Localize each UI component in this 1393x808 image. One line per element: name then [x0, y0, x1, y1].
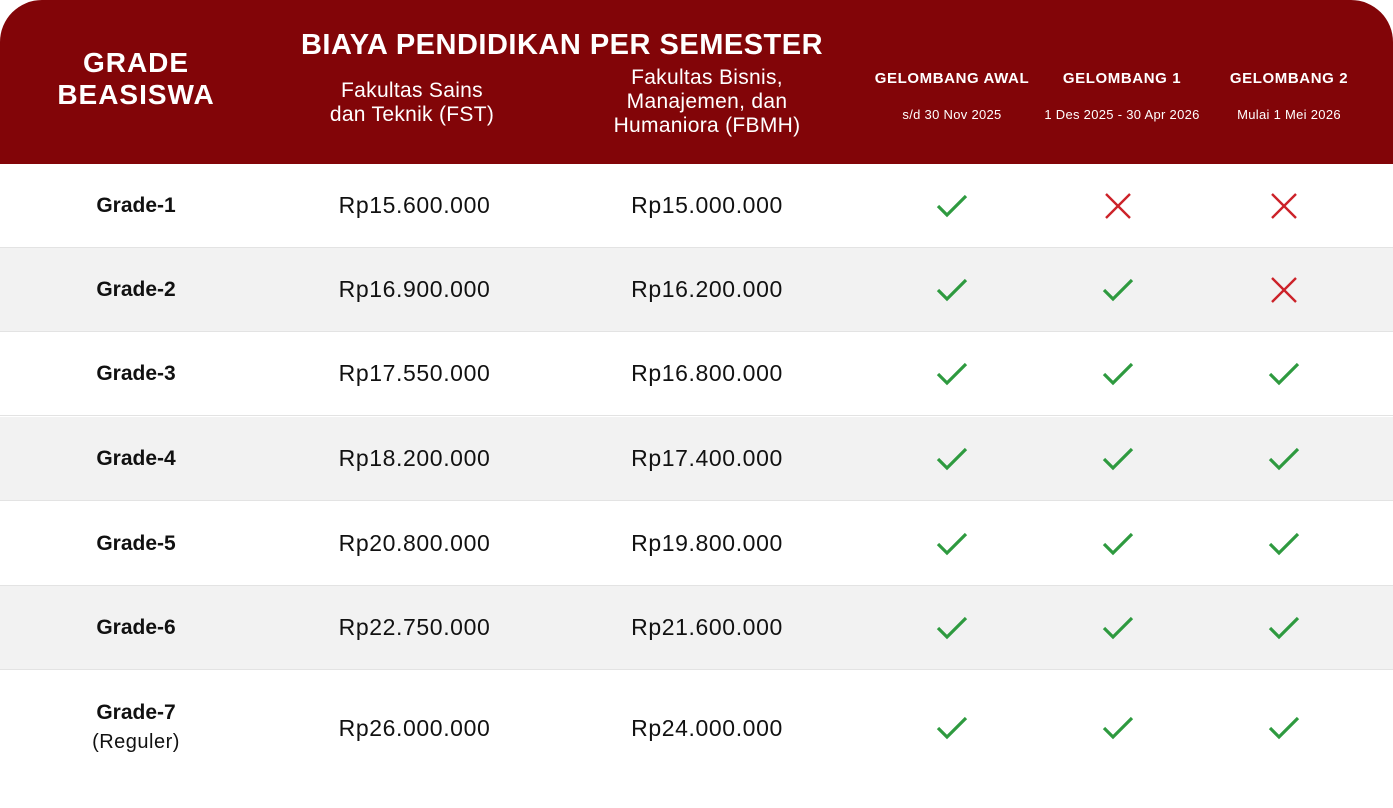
- fbmh-price-cell: [557, 586, 857, 669]
- cross-icon: [1270, 276, 1298, 304]
- fst-price-cell: [262, 248, 567, 331]
- grade-cell: [40, 248, 232, 331]
- check-icon: [936, 361, 968, 387]
- fst-price-cell: [262, 670, 567, 786]
- wave-1-status-cell: [1058, 502, 1178, 585]
- grade-label: Grade-5: [96, 531, 176, 555]
- cross-icon: [1104, 192, 1132, 220]
- fst-price-cell: [262, 332, 567, 415]
- table-row: [0, 248, 1393, 332]
- wave-1-status-cell: [1058, 670, 1178, 786]
- check-icon: [1102, 715, 1134, 741]
- wave-1-date: 1 Des 2025 - 30 Apr 2026: [1044, 107, 1200, 122]
- fbmh-price: Rp15.000.000: [631, 192, 783, 218]
- wave-2-status-cell: [1224, 417, 1344, 500]
- fbmh-price-cell: [557, 332, 857, 415]
- check-icon: [936, 277, 968, 303]
- check-icon: [936, 446, 968, 472]
- table-header: [0, 0, 1393, 164]
- wave-2-date: Mulai 1 Mei 2026: [1237, 107, 1341, 122]
- grade-column-header: GRADE BEASISWA: [57, 47, 215, 110]
- grade-cell: [40, 502, 232, 585]
- wave-1-status-cell: [1058, 164, 1178, 247]
- wave-0-status-cell: [892, 164, 1012, 247]
- grade-label: Grade-3: [96, 361, 176, 385]
- grade-label: Grade-4: [96, 446, 176, 470]
- fbmh-price: Rp19.800.000: [631, 530, 783, 556]
- table-row: [0, 164, 1393, 248]
- check-icon: [1268, 361, 1300, 387]
- check-icon: [936, 615, 968, 641]
- fst-price: Rp20.800.000: [338, 530, 491, 556]
- biaya-title: BIAYA PENDIDIKAN PER SEMESTER: [300, 29, 824, 61]
- wave-awal-date: s/d 30 Nov 2025: [902, 107, 1002, 122]
- fst-price: Rp17.550.000: [338, 360, 491, 386]
- wave-2-status-cell: [1224, 502, 1344, 585]
- wave-2-status-cell: [1224, 164, 1344, 247]
- check-icon: [1102, 615, 1134, 641]
- wave-awal-title: GELOMBANG AWAL: [874, 70, 1030, 87]
- fbmh-price-cell: [557, 248, 857, 331]
- cross-icon: [1270, 192, 1298, 220]
- table-row: [0, 670, 1393, 786]
- fst-price: Rp16.900.000: [338, 276, 491, 302]
- grade-label: Grade-6: [96, 615, 176, 639]
- check-icon: [1268, 531, 1300, 557]
- fst-price: Rp26.000.000: [338, 714, 491, 741]
- fbmh-price-cell: [557, 164, 857, 247]
- fbmh-price: Rp21.600.000: [631, 614, 783, 640]
- check-icon: [1102, 361, 1134, 387]
- faculty-fst-header: Fakultas Sains dan Teknik (FST): [329, 79, 495, 126]
- check-icon: [936, 193, 968, 219]
- wave-2-title: GELOMBANG 2: [1229, 70, 1349, 87]
- wave-0-status-cell: [892, 417, 1012, 500]
- grade-cell: [40, 164, 232, 247]
- check-icon: [1102, 446, 1134, 472]
- grade-label: Grade-7: [96, 701, 176, 724]
- fst-price: Rp15.600.000: [338, 192, 491, 218]
- fbmh-price-cell: [557, 670, 857, 786]
- wave-2-status-cell: [1224, 248, 1344, 331]
- check-icon: [1268, 615, 1300, 641]
- check-icon: [1102, 277, 1134, 303]
- wave-0-status-cell: [892, 502, 1012, 585]
- grade-sublabel: (Reguler): [92, 731, 180, 753]
- wave-0-status-cell: [892, 248, 1012, 331]
- check-icon: [1268, 715, 1300, 741]
- wave-1-status-cell: [1058, 586, 1178, 669]
- wave-0-status-cell: [892, 332, 1012, 415]
- grade-label: Grade-1: [96, 193, 176, 217]
- fbmh-price: Rp24.000.000: [631, 714, 783, 741]
- fst-price-cell: [262, 164, 567, 247]
- check-icon: [936, 531, 968, 557]
- table-row: [0, 417, 1393, 501]
- fst-price-cell: [262, 586, 567, 669]
- fbmh-price: Rp16.200.000: [631, 276, 783, 302]
- wave-1-status-cell: [1058, 248, 1178, 331]
- table-row: [0, 502, 1393, 586]
- fbmh-price: Rp17.400.000: [631, 445, 783, 471]
- check-icon: [936, 715, 968, 741]
- fst-price-cell: [262, 502, 567, 585]
- wave-2-status-cell: [1224, 670, 1344, 786]
- grade-cell: [40, 417, 232, 500]
- fbmh-price-cell: [557, 417, 857, 500]
- table-row: [0, 586, 1393, 670]
- check-icon: [1102, 531, 1134, 557]
- table-row: [0, 332, 1393, 416]
- wave-0-status-cell: [892, 670, 1012, 786]
- wave-1-status-cell: [1058, 417, 1178, 500]
- faculty-fbmh-header: Fakultas Bisnis, Manajemen, dan Humaniora (FBMH): [613, 66, 801, 137]
- grade-cell: [40, 586, 232, 669]
- wave-1-status-cell: [1058, 332, 1178, 415]
- fbmh-price: Rp16.800.000: [631, 360, 783, 386]
- fbmh-price-cell: [557, 502, 857, 585]
- grade-cell: [40, 670, 232, 786]
- fst-price-cell: [262, 417, 567, 500]
- wave-2-status-cell: [1224, 586, 1344, 669]
- check-icon: [1268, 446, 1300, 472]
- wave-2-status-cell: [1224, 332, 1344, 415]
- fst-price: Rp22.750.000: [338, 614, 491, 640]
- wave-0-status-cell: [892, 586, 1012, 669]
- grade-label: Grade-2: [96, 277, 176, 301]
- fst-price: Rp18.200.000: [338, 445, 491, 471]
- wave-1-title: GELOMBANG 1: [1062, 70, 1182, 87]
- grade-cell: [40, 332, 232, 415]
